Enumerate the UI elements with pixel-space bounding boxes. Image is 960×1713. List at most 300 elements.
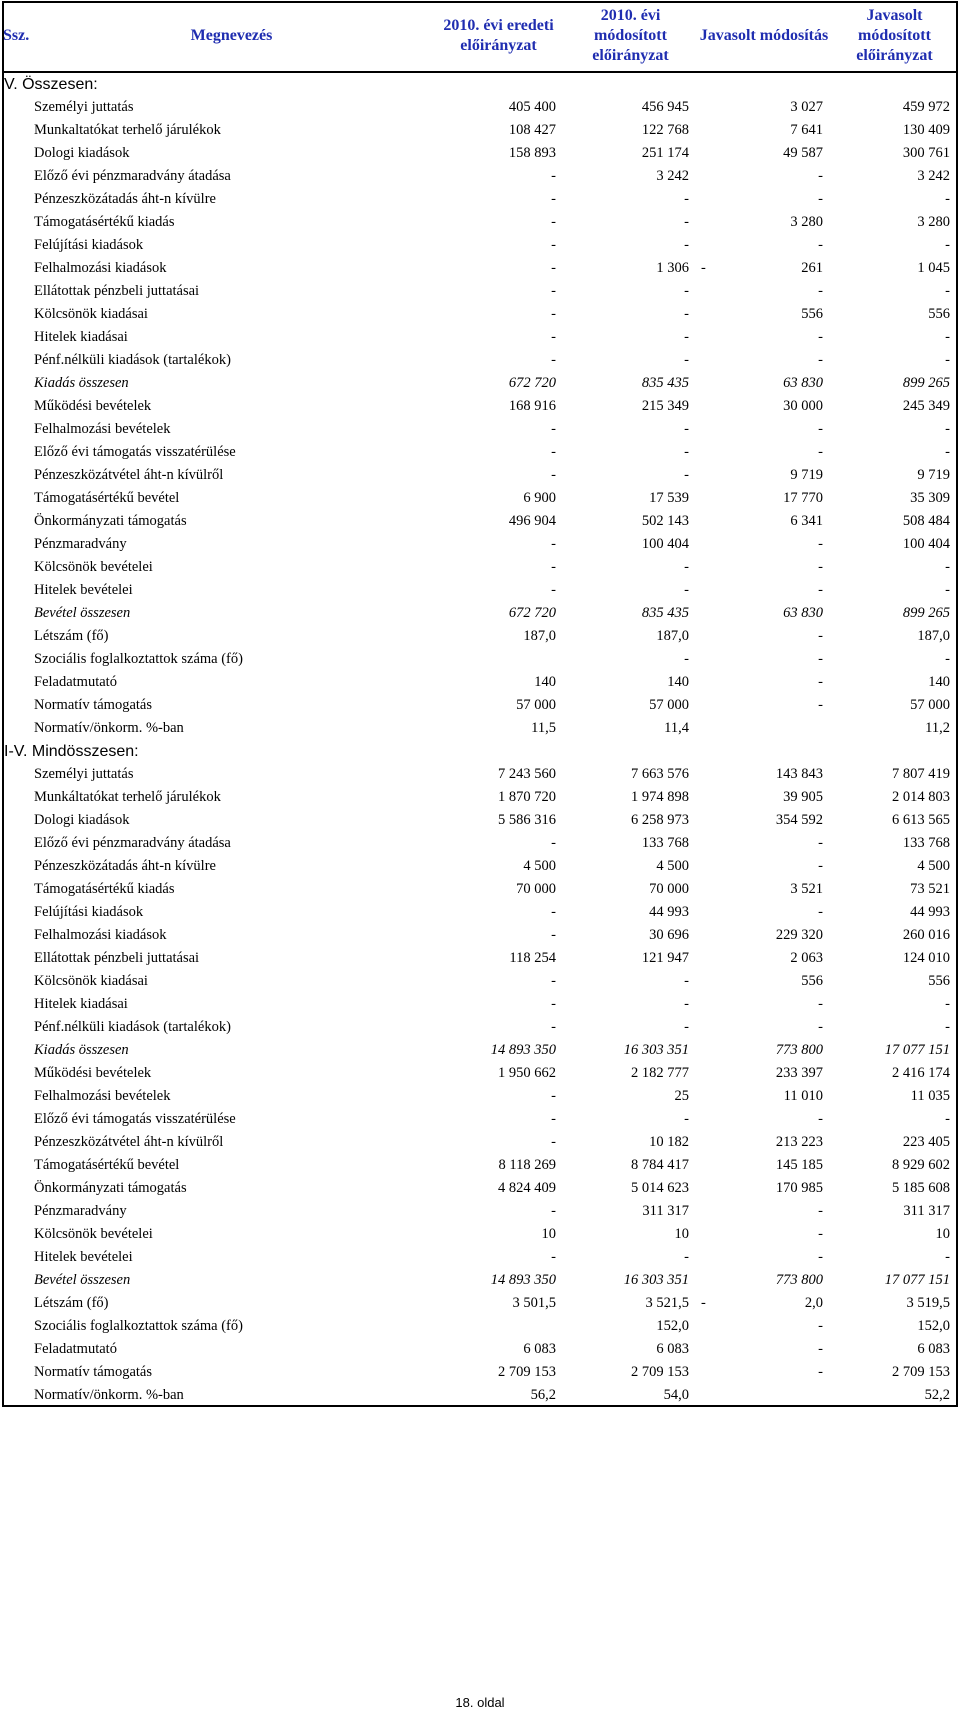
row-label: Szociális foglalkoztattok száma (fő) <box>34 651 243 667</box>
table-row <box>2 717 958 740</box>
original-value: 672 720 <box>508 375 556 391</box>
proposed-change-value: - <box>818 628 823 644</box>
table-row <box>2 257 958 280</box>
proposed-change-value: - <box>818 651 823 667</box>
original-value <box>433 648 564 671</box>
ssz-cell <box>2 694 30 717</box>
proposed-change-value: - <box>818 283 823 299</box>
proposed-change-value: 30 000 <box>783 398 823 414</box>
header-name: Megnevezés <box>30 1 433 72</box>
ssz-cell <box>2 602 30 625</box>
budget-table <box>2 1 958 1407</box>
row-label: Normatív támogatás <box>34 1364 152 1380</box>
original-value: - <box>551 168 556 184</box>
original-value: - <box>551 329 556 345</box>
row-label: Felhalmozási bevételek <box>34 1088 171 1104</box>
row-label: Támogatásértékű bevétel <box>34 490 180 506</box>
proposed-modified-value: 140 <box>928 674 950 690</box>
proposed-change-value: 6 341 <box>790 513 823 529</box>
row-label: Munkaltatókat terhelő járulékok <box>34 122 221 138</box>
row-label: Kölcsönök kiadásai <box>34 973 148 989</box>
proposed-modified-value: 100 404 <box>902 536 950 552</box>
row-label: Előző évi pénzmaradvány átadása <box>34 168 231 184</box>
proposed-modified-value: 9 719 <box>917 467 950 483</box>
row-label: Kiadás összesen <box>34 375 129 391</box>
proposed-change-value: - <box>818 329 823 345</box>
row-label: Ellátottak pénzbeli juttatásai <box>34 950 200 966</box>
row-label: Hitelek bevételei <box>34 1249 133 1265</box>
row-label: Felhalmozási kiadások <box>34 927 167 943</box>
modified-value: 11,4 <box>664 720 689 736</box>
proposed-change-value: 229 320 <box>775 927 823 943</box>
ssz-cell <box>2 855 30 878</box>
table-row <box>2 970 958 993</box>
modified-value: 215 349 <box>641 398 689 414</box>
ssz-cell <box>2 326 30 349</box>
ssz-cell <box>2 1223 30 1246</box>
proposed-modified-value: - <box>945 421 950 437</box>
header-ssz: Ssz. <box>2 1 30 72</box>
row-label: Hitelek bevételei <box>34 582 133 598</box>
proposed-change-value: 39 905 <box>783 789 823 805</box>
table-row <box>2 579 958 602</box>
table-row <box>2 809 958 832</box>
modified-value: 10 182 <box>649 1134 689 1150</box>
original-value: 496 904 <box>508 513 556 529</box>
proposed-modified-value: - <box>945 651 950 667</box>
proposed-modified-value: - <box>945 582 950 598</box>
ssz-cell <box>2 234 30 257</box>
table-row <box>2 280 958 303</box>
proposed-modified-value: 7 807 419 <box>892 766 950 782</box>
original-value: 158 893 <box>508 145 556 161</box>
proposed-modified-value: 8 929 602 <box>892 1157 950 1173</box>
row-label: Hitelek kiadásai <box>34 996 128 1012</box>
ssz-cell <box>2 372 30 395</box>
proposed-change-value: - <box>818 1203 823 1219</box>
proposed-modified-value: 245 349 <box>902 398 950 414</box>
proposed-change-value: 11 010 <box>783 1088 823 1104</box>
ssz-cell <box>2 1154 30 1177</box>
ssz-cell <box>2 924 30 947</box>
proposed-change-value: 354 592 <box>775 812 823 828</box>
modified-value: - <box>684 467 689 483</box>
table-row <box>2 510 958 533</box>
proposed-modified-value: 459 972 <box>902 99 950 115</box>
proposed-change-value: - <box>818 559 823 575</box>
proposed-modified-value: 73 521 <box>910 881 950 897</box>
row-label: Támogatásértékű bevétel <box>34 1157 180 1173</box>
table-row <box>2 1361 958 1384</box>
table-row <box>2 303 958 326</box>
proposed-change-value: - 2,0 <box>701 1295 823 1311</box>
table-row <box>2 1154 958 1177</box>
original-value: 3 501,5 <box>512 1295 556 1311</box>
proposed-change-value: - 261 <box>701 260 823 276</box>
proposed-modified-value: 6 083 <box>917 1341 950 1357</box>
modified-value: - <box>684 214 689 230</box>
section-header-row <box>2 72 958 96</box>
row-label: Hitelek kiadásai <box>34 329 128 345</box>
proposed-change-value: 556 <box>801 306 823 322</box>
original-value: 8 118 269 <box>498 1157 556 1173</box>
table-row <box>2 1292 958 1315</box>
ssz-cell <box>2 464 30 487</box>
proposed-modified-value: 223 405 <box>902 1134 950 1150</box>
header-original-appropriation: 2010. évi eredeti előirányzat <box>433 1 564 72</box>
original-value: 187,0 <box>523 628 556 644</box>
original-value: - <box>551 421 556 437</box>
ssz-cell <box>2 901 30 924</box>
modified-value: - <box>684 1111 689 1127</box>
original-value: 108 427 <box>508 122 556 138</box>
table-body <box>2 72 958 1407</box>
table-row <box>2 372 958 395</box>
row-label: Dologi kiadások <box>34 812 130 828</box>
table-row <box>2 119 958 142</box>
proposed-modified-value: 35 309 <box>910 490 950 506</box>
ssz-cell <box>2 1085 30 1108</box>
ssz-cell <box>2 763 30 786</box>
ssz-cell <box>2 1039 30 1062</box>
proposed-modified-value: 6 613 565 <box>892 812 950 828</box>
proposed-modified-value: 508 484 <box>902 513 950 529</box>
proposed-change-value: 773 800 <box>775 1042 823 1058</box>
ssz-cell <box>2 1131 30 1154</box>
ssz-cell <box>2 832 30 855</box>
table-row <box>2 533 958 556</box>
budget-document <box>2 1 958 1407</box>
proposed-change-value: - <box>818 168 823 184</box>
modified-value: - <box>684 352 689 368</box>
modified-value: 2 182 777 <box>631 1065 689 1081</box>
proposed-modified-value: 3 519,5 <box>906 1295 950 1311</box>
ssz-cell <box>2 257 30 280</box>
table-row <box>2 556 958 579</box>
proposed-change-value: - <box>818 582 823 598</box>
original-value: - <box>551 1249 556 1265</box>
original-value: - <box>551 352 556 368</box>
table-row <box>2 1085 958 1108</box>
table-row <box>2 1108 958 1131</box>
table-row <box>2 671 958 694</box>
table-row <box>2 1177 958 1200</box>
proposed-change-value: - <box>818 1226 823 1242</box>
table-row <box>2 349 958 372</box>
table-row <box>2 878 958 901</box>
row-label: Feladatmutató <box>34 1341 117 1357</box>
proposed-modified-value: 124 010 <box>902 950 950 966</box>
proposed-modified-value: 17 077 151 <box>884 1042 950 1058</box>
proposed-change-value: - <box>818 904 823 920</box>
proposed-change-value: 170 985 <box>775 1180 823 1196</box>
modified-value: - <box>684 329 689 345</box>
modified-value: - <box>684 237 689 253</box>
row-label: Pénzeszközátvétel áht-n kívülről <box>34 467 224 483</box>
table-row <box>2 1338 958 1361</box>
row-label: Szociális foglalkoztattok száma (fő) <box>34 1318 243 1334</box>
original-value: 672 720 <box>508 605 556 621</box>
original-value: 4 824 409 <box>498 1180 556 1196</box>
table-row <box>2 418 958 441</box>
proposed-modified-value: - <box>945 352 950 368</box>
original-value: 14 893 350 <box>490 1272 556 1288</box>
modified-value: 57 000 <box>649 697 689 713</box>
proposed-change-value: - <box>818 858 823 874</box>
modified-value: - <box>684 306 689 322</box>
ssz-cell <box>2 303 30 326</box>
table-row <box>2 1384 958 1407</box>
proposed-change-value: 9 719 <box>790 467 823 483</box>
modified-value: 4 500 <box>656 858 689 874</box>
ssz-cell <box>2 418 30 441</box>
proposed-change-value: - <box>818 1111 823 1127</box>
modified-value: 187,0 <box>656 628 689 644</box>
original-value: 2 709 153 <box>498 1364 556 1380</box>
ssz-cell <box>2 119 30 142</box>
ssz-cell <box>2 510 30 533</box>
ssz-cell <box>2 809 30 832</box>
proposed-modified-value: - <box>945 1249 950 1265</box>
table-row <box>2 993 958 1016</box>
ssz-cell <box>2 395 30 418</box>
row-label: Felhalmozási kiadások <box>34 260 167 276</box>
proposed-change-value: 2 063 <box>790 950 823 966</box>
table-row <box>2 763 958 786</box>
table-row <box>2 1223 958 1246</box>
original-value: 6 083 <box>523 1341 556 1357</box>
ssz-cell <box>2 349 30 372</box>
ssz-cell <box>2 188 30 211</box>
proposed-modified-value: - <box>945 237 950 253</box>
row-label: Előző évi támogatás visszatérülése <box>34 444 236 460</box>
ssz-cell <box>2 165 30 188</box>
proposed-modified-value: - <box>945 1111 950 1127</box>
ssz-cell <box>2 1016 30 1039</box>
modified-value: 30 696 <box>649 927 689 943</box>
ssz-cell <box>2 1384 30 1407</box>
proposed-change-value: - <box>818 237 823 253</box>
table-row <box>2 326 958 349</box>
original-value: 1 950 662 <box>498 1065 556 1081</box>
modified-value: 1 306 <box>656 260 689 276</box>
ssz-cell <box>2 556 30 579</box>
proposed-modified-value: 2 416 174 <box>892 1065 950 1081</box>
proposed-modified-value: 11,2 <box>925 720 950 736</box>
table-row <box>2 211 958 234</box>
original-value: 168 916 <box>508 398 556 414</box>
proposed-change-value: 17 770 <box>783 490 823 506</box>
ssz-cell <box>2 280 30 303</box>
ssz-cell <box>2 878 30 901</box>
modified-value: 251 174 <box>641 145 689 161</box>
row-label: Létszám (fő) <box>34 1295 109 1311</box>
row-label: Létszám (fő) <box>34 628 109 644</box>
row-label: Kölcsönök bevételei <box>34 1226 153 1242</box>
original-value: - <box>551 444 556 460</box>
proposed-modified-value: 311 317 <box>903 1203 950 1219</box>
original-value: - <box>551 214 556 230</box>
original-value: - <box>551 927 556 943</box>
row-label: Felhalmozási bevételek <box>34 421 171 437</box>
table-header-row <box>2 1 958 72</box>
proposed-modified-value: - <box>945 996 950 1012</box>
proposed-change-value: 145 185 <box>775 1157 823 1173</box>
table-row <box>2 441 958 464</box>
proposed-modified-value: 2 709 153 <box>892 1364 950 1380</box>
original-value: 14 893 350 <box>490 1042 556 1058</box>
modified-value: 25 <box>674 1088 689 1104</box>
proposed-modified-value: 133 768 <box>902 835 950 851</box>
table-row <box>2 832 958 855</box>
proposed-change-value <box>697 1384 831 1407</box>
row-label: Kölcsönök kiadásai <box>34 306 148 322</box>
proposed-change-value: 143 843 <box>775 766 823 782</box>
original-value: 4 500 <box>523 858 556 874</box>
proposed-change-value: 49 587 <box>783 145 823 161</box>
header-proposed-modified-appropriation: Javasolt módosított előirányzat <box>831 1 958 72</box>
header-proposed-change: Javasolt módosítás <box>697 1 831 72</box>
modified-value: 100 404 <box>641 536 689 552</box>
header-modified-appropriation: 2010. évi módosított előirányzat <box>564 1 697 72</box>
ssz-cell <box>2 1062 30 1085</box>
row-label: Működési bevételek <box>34 1065 152 1081</box>
row-label: Normatív/önkorm. %-ban <box>34 1387 184 1403</box>
modified-value: - <box>684 1249 689 1265</box>
proposed-modified-value: 130 409 <box>902 122 950 138</box>
original-value: - <box>551 260 556 276</box>
original-value: - <box>551 237 556 253</box>
ssz-cell <box>2 579 30 602</box>
modified-value: 5 014 623 <box>631 1180 689 1196</box>
proposed-modified-value: 3 280 <box>917 214 950 230</box>
proposed-modified-value: 300 761 <box>902 145 950 161</box>
proposed-modified-value: 1 045 <box>917 260 950 276</box>
proposed-modified-value: 10 <box>935 1226 950 1242</box>
modified-value: 54,0 <box>663 1387 689 1403</box>
ssz-cell <box>2 142 30 165</box>
ssz-cell <box>2 1246 30 1269</box>
original-value: - <box>551 1203 556 1219</box>
proposed-change-value: - <box>818 697 823 713</box>
modified-value: - <box>684 283 689 299</box>
proposed-change-value: 3 280 <box>790 214 823 230</box>
row-label: Feladatmutató <box>34 674 117 690</box>
row-label: Munkáltatókat terhelő járulékok <box>34 789 221 805</box>
modified-value: 17 539 <box>649 490 689 506</box>
modified-value: 835 435 <box>641 605 689 621</box>
proposed-change-value <box>697 717 831 740</box>
proposed-change-value: - <box>818 191 823 207</box>
original-value: - <box>551 536 556 552</box>
row-label: Bevétel összesen <box>34 605 131 621</box>
table-row <box>2 142 958 165</box>
table-row <box>2 487 958 510</box>
ssz-cell <box>2 947 30 970</box>
table-row <box>2 1131 958 1154</box>
proposed-modified-value: 152,0 <box>917 1318 950 1334</box>
original-value: - <box>551 191 556 207</box>
proposed-change-value: - <box>818 1364 823 1380</box>
modified-value: 502 143 <box>641 513 689 529</box>
original-value: 56,2 <box>530 1387 556 1403</box>
row-label: Pénf.nélküli kiadások (tartalékok) <box>34 1019 231 1035</box>
proposed-change-value: 3 027 <box>790 99 823 115</box>
proposed-modified-value: 4 500 <box>917 858 950 874</box>
proposed-modified-value: - <box>945 329 950 345</box>
ssz-cell <box>2 1315 30 1338</box>
modified-value: 3 521,5 <box>645 1295 689 1311</box>
proposed-change-value: - <box>818 444 823 460</box>
section-header-row <box>2 740 958 763</box>
original-value: - <box>551 1111 556 1127</box>
modified-value: 6 258 973 <box>631 812 689 828</box>
proposed-change-value: 7 641 <box>790 122 823 138</box>
modified-value: 121 947 <box>641 950 689 966</box>
proposed-modified-value: 17 077 151 <box>884 1272 950 1288</box>
original-value: - <box>551 582 556 598</box>
table-row <box>2 1039 958 1062</box>
section-title: I-V. Mindösszesen: <box>4 743 139 760</box>
table-row <box>2 96 958 119</box>
modified-value: - <box>684 1019 689 1035</box>
ssz-cell <box>2 487 30 510</box>
original-value: 10 <box>541 1226 556 1242</box>
proposed-modified-value: 899 265 <box>902 605 950 621</box>
table-row <box>2 786 958 809</box>
proposed-modified-value: 3 242 <box>917 168 950 184</box>
original-value: - <box>551 996 556 1012</box>
original-value: 1 870 720 <box>498 789 556 805</box>
row-label: Pénzmaradvány <box>34 536 127 552</box>
original-value <box>433 1315 564 1338</box>
proposed-modified-value: 260 016 <box>902 927 950 943</box>
proposed-modified-value: - <box>945 1019 950 1035</box>
row-label: Felújítási kiadások <box>34 237 144 253</box>
modified-value: - <box>684 559 689 575</box>
ssz-cell <box>2 625 30 648</box>
modified-value: 140 <box>667 674 689 690</box>
ssz-cell <box>2 211 30 234</box>
table-row <box>2 1016 958 1039</box>
proposed-change-value: 556 <box>801 973 823 989</box>
original-value: 5 586 316 <box>498 812 556 828</box>
proposed-change-value: 233 397 <box>775 1065 823 1081</box>
ssz-cell <box>2 1269 30 1292</box>
table-row <box>2 1315 958 1338</box>
ssz-cell <box>2 1361 30 1384</box>
table-row <box>2 602 958 625</box>
ssz-cell <box>2 786 30 809</box>
original-value: - <box>551 1134 556 1150</box>
original-value: - <box>551 904 556 920</box>
ssz-cell <box>2 970 30 993</box>
table-row <box>2 625 958 648</box>
modified-value: 44 993 <box>649 904 689 920</box>
table-row <box>2 924 958 947</box>
modified-value: 70 000 <box>649 881 689 897</box>
proposed-modified-value: 556 <box>928 306 950 322</box>
modified-value: - <box>684 973 689 989</box>
row-label: Normatív támogatás <box>34 697 152 713</box>
row-label: Pénzeszközátvétel áht-n kívülről <box>34 1134 224 1150</box>
original-value: - <box>551 1088 556 1104</box>
proposed-modified-value: - <box>945 559 950 575</box>
modified-value: - <box>684 421 689 437</box>
table-row <box>2 947 958 970</box>
ssz-cell <box>2 1338 30 1361</box>
modified-value: - <box>684 444 689 460</box>
